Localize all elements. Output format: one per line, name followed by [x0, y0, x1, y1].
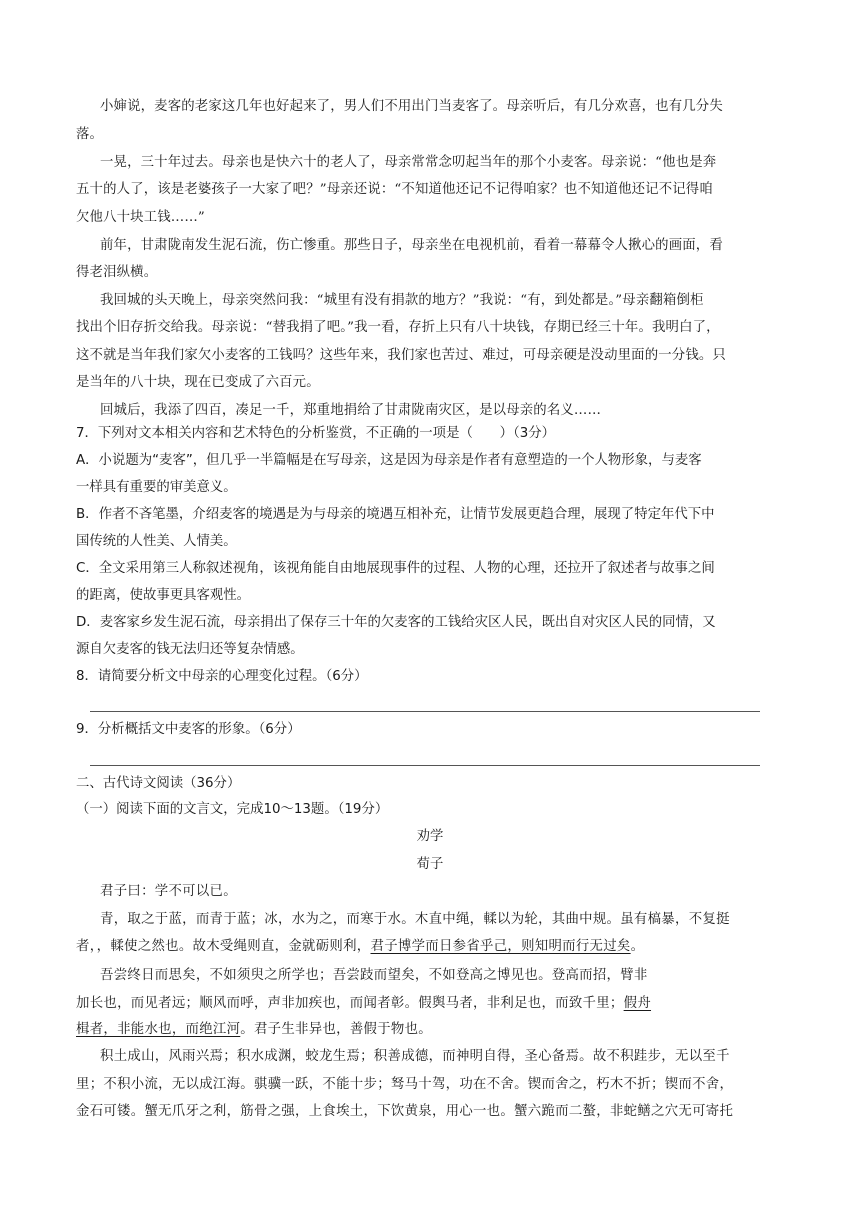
- story-p4-line1: 我回城的头天晚上，母亲突然问我：“城里有没有捐款的地方？”我说：“有，到处都是。”母亲翻箱倒柜: [100, 293, 704, 308]
- story-p2-line2: 五十的人了，该是老婆孩子一大家了吧？”母亲还说：“不知道他还记不记得咱家？也不知道他还记不记得咱: [76, 182, 713, 197]
- question-8: 8．请简要分析文中母亲的心理变化过程。（6分）: [76, 669, 368, 684]
- question-7-option-c-line1: C．全文采用第三人称叙述视角，该视角能自由地展现事件的过程、人物的心理，还拉开了叙述者与故事之间: [76, 561, 715, 576]
- story-p1-line2: 落。: [76, 127, 104, 142]
- story-p3-line2: 得老泪纵横。: [76, 265, 158, 280]
- question-7-option-b-line2: 国传统的人性美、人情美。: [76, 534, 237, 549]
- story-p3-line1: 前年，甘肃陇南发生泥石流，伤亡惨重。那些日子，母亲坐在电视机前，看着一幕幕令人揪心的画面，看: [100, 238, 723, 253]
- underlined-sentence-2-start: 假舟: [623, 996, 652, 1011]
- classic-line-1: 君子曰：学不可以已。: [100, 884, 237, 899]
- question-7-option-a-line2: 一样具有重要的审美意义。: [76, 480, 237, 495]
- section-2-subheading: （一）阅读下面的文言文，完成10～13题。（19分）: [76, 802, 389, 817]
- classic-title: 劝学: [416, 829, 444, 844]
- underlined-sentence-2-end: 楫者，非能水也，而绝江河: [76, 1022, 241, 1037]
- story-p2-line1: 一晃，三十年过去。母亲也是快六十的老人了，母亲常常念叨起当年的那个小麦客。母亲说：“他也是奔: [100, 155, 717, 170]
- question-7-option-c-line2: 的距离，使故事更具客观性。: [76, 588, 251, 603]
- classic-line-5: [76, 994, 651, 1014]
- classic-line-2: 青，取之于蓝，而青于蓝；冰，水为之，而寒于水。木直中绳，輮以为轮，其曲中规。虽有槁暴，不复挺: [100, 912, 730, 927]
- classic-line-3-end: 。: [630, 939, 645, 954]
- classic-line-6-text: 。君子生非异也，善假于物也。: [240, 1022, 432, 1037]
- story-p2-line3: 欠他八十块工钱……”: [76, 210, 205, 225]
- classic-line-7: 积土成山，风雨兴焉；积水成渊，蛟龙生焉；积善成德，而神明自得，圣心备焉。故不积跬步，无以至千: [100, 1049, 730, 1064]
- story-p5-line1: 回城后，我添了四百，凑足一千，郑重地捐给了甘肃陇南灾区，是以母亲的名义……: [100, 403, 602, 418]
- question-7-option-b-line1: B．作者不吝笔墨，介绍麦客的境遇是为与母亲的境遇互相补充，让情节发展更趋合理，展现了特定年代下中: [76, 507, 715, 522]
- story-p4-line4: 是当年的八十块，现在已变成了六百元。: [76, 375, 320, 390]
- story-p1-line1: 小婶说，麦客的老家这几年也好起来了，男人们不用出门当麦客了。母亲听后，有几分欢喜，也有几分失: [100, 99, 723, 114]
- question-7-option-a-line1: A．小说题为“麦客”，但几乎一半篇幅是在写母亲，这是因为母亲是作者有意塑造的一个人物形象，与麦客: [76, 453, 702, 468]
- classic-line-3-text: 者，，輮使之然也。故木受绳则直，金就砺则利，: [76, 939, 371, 954]
- underlined-sentence-1: 君子博学而日参省乎己，则知明而行无过矣: [370, 939, 631, 954]
- question-9: 9．分析概括文中麦客的形象。（6分）: [76, 722, 301, 737]
- question-7-option-d-line2: 源自欠麦客的钱无法归还等复杂情感。: [76, 642, 304, 657]
- question-9-answer-line[interactable]: [90, 765, 760, 766]
- question-7-option-d-line1: D．麦客家乡发生泥石流，母亲捐出了保存三十年的欠麦客的工钱给灾区人民，既出自对灾区人民的同情，又: [76, 615, 716, 630]
- classic-line-8: 里；不积小流，无以成江海。骐骥一跃，不能十步；驽马十驾，功在不舍。锲而舍之，朽木不折；锲而不舍，: [76, 1077, 734, 1092]
- story-p4-line2: 找出个旧存折交给我。母亲说：“替我捐了吧。”我一看，存折上只有八十块钱，存期已经三十年。我明白了，: [76, 320, 720, 335]
- classic-line-5-text: 加长也，而见者远；顺风而呼，声非加疾也，而闻者彰。假舆马者，非利足也，而致千里；: [76, 996, 624, 1011]
- classic-line-6: [76, 1020, 432, 1040]
- classic-line-3: [76, 937, 644, 957]
- classic-author: 荀子: [416, 857, 444, 872]
- section-2-heading: 二、古代诗文阅读（36分）: [76, 776, 241, 791]
- question-7: 7．下列对文本相关内容和艺术特色的分析鉴赏，不正确的一项是（ ）（3分）: [76, 426, 556, 441]
- story-p4-line3: 这不就是当年我们家欠小麦客的工钱吗？这些年来，我们家也苦过、难过，可母亲硬是没动里面的一分钱。只: [76, 348, 726, 363]
- question-8-answer-line[interactable]: [90, 711, 760, 712]
- classic-line-4: 吾尝终日而思矣，不如须臾之所学也；吾尝跂而望矣，不如登高之博见也。登高而招，臂非: [100, 968, 648, 983]
- classic-line-9: 金石可镂。蟹无爪牙之利，筋骨之强，上食埃土，下饮黄泉，用心一也。蟹六跪而二螯，非蛇鳝之穴无可寄托: [76, 1104, 734, 1119]
